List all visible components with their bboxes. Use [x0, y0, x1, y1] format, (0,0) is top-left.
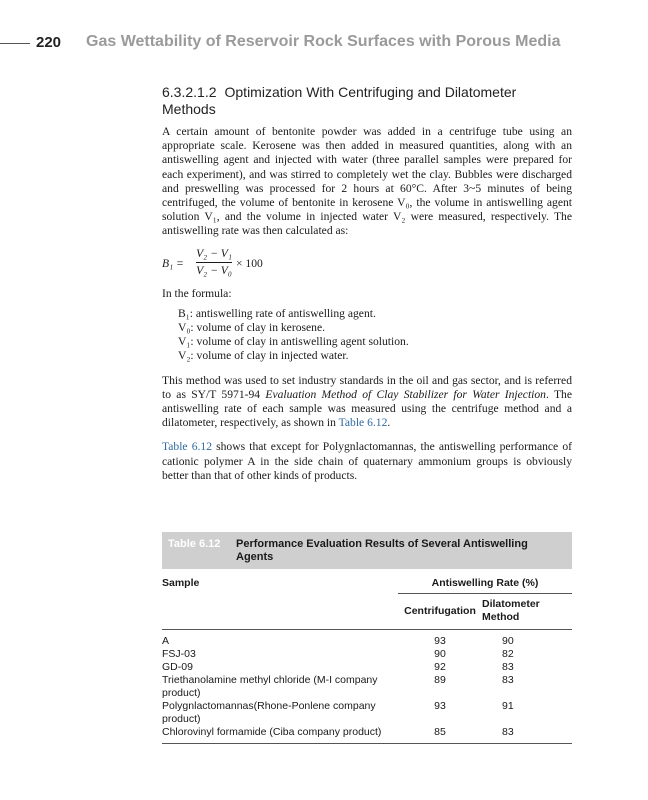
cell-centrifugation: 90	[434, 648, 446, 660]
definition-list	[178, 307, 572, 364]
table-bottom-rule	[162, 743, 572, 744]
table-row	[162, 700, 572, 726]
cell-sample: Triethanolamine methyl chloride (M-I company product)	[162, 674, 378, 699]
cell-sample: GD-09	[162, 661, 193, 673]
cell-dilatometer: 82	[502, 648, 514, 660]
cell-centrifugation: 89	[434, 674, 446, 686]
table-header-row	[162, 569, 572, 594]
section-number: 6.3.2.1.2	[162, 84, 217, 100]
formula-rhs: × 100	[236, 256, 263, 270]
table-reference-link[interactable]: Table 6.12	[338, 416, 388, 430]
page-number: 220	[36, 34, 62, 51]
cell-centrifugation: 93	[434, 635, 446, 647]
cell-dilatometer: 83	[502, 661, 514, 673]
table-6-12	[162, 532, 572, 744]
formula-numerator: V₂ − V₁	[196, 246, 232, 260]
paragraph-standard	[162, 374, 572, 431]
paragraph-method: A certain amount of bentonite powder was added in a centrifuge tube using an appropriate scale. Kerosene was then added in measured quantities, along with an antiswelling agent and injected with water (three parallel samples were prepared for each experiment), and was stirred to completely wet the clay. Bubbles were discharged and preswelling was processed for 2 hours at 60°C. After 3~5 minutes of being centrifuged, the volume of bentonite in kerosene V₀, the volume in antiswelling agent solution V₁, and the volume in injected water V₂ were measured, respectively. The antiswelling rate was then calculated as:	[162, 125, 572, 238]
cell-dilatometer: 90	[502, 635, 514, 647]
table-row	[162, 648, 572, 661]
definition-item: B₁: antiswelling rate of antiswelling agent.	[178, 306, 376, 320]
cell-centrifugation: 92	[434, 661, 446, 673]
formula-intro: In the formula:	[162, 286, 232, 300]
column-header-sample: Sample	[162, 577, 200, 590]
table-reference-link[interactable]: Table 6.12	[162, 440, 212, 454]
antiswelling-formula	[162, 247, 572, 281]
table-row	[162, 630, 572, 649]
paragraph-text: This method was used to set industry standards in the oil and gas sector, and is referred to as SY/T 5971-94	[162, 373, 572, 401]
paragraph-text: . The antiswelling rate of each sample was measured using the centrifuge method and a dilatometer, respectively, as shown in	[162, 387, 572, 430]
definition-item: V₁: volume of clay in antiswelling agent solution.	[178, 335, 409, 349]
header-rule	[0, 43, 30, 44]
cell-centrifugation: 93	[434, 700, 446, 712]
fraction-bar	[196, 262, 232, 263]
cell-dilatometer: 83	[502, 674, 514, 686]
table-caption	[162, 532, 572, 569]
table-row	[162, 661, 572, 674]
running-title: Gas Wettability of Reservoir Rock Surfaces with Porous Media	[86, 33, 561, 50]
column-header-dilatometer: Dilatometer Method	[482, 594, 572, 630]
section-title: Optimization With Centrifuging and Dilatometer Methods	[162, 84, 517, 117]
column-header-centrifugation: Centrifugation	[398, 594, 482, 630]
cell-sample: Polygnlactomannas(Rhone-Ponlene company product)	[162, 700, 376, 725]
formula-denominator: V₂ − V₀	[196, 263, 232, 277]
definition-item: V₂: volume of clay in injected water.	[178, 349, 349, 363]
cell-dilatometer: 91	[502, 700, 514, 712]
column-group-header: Antiswelling Rate (%)	[398, 569, 572, 594]
paragraph-results	[162, 440, 572, 483]
results-table	[162, 569, 572, 743]
standard-title: Evaluation Method of Clay Stabilizer for Water Injection	[265, 387, 546, 401]
formula-fraction	[196, 247, 232, 278]
table-row	[162, 674, 572, 700]
definition-item: V₀: volume of clay in kerosene.	[178, 321, 325, 335]
table-subheader-row	[162, 594, 572, 630]
paragraph-text: shows that except for Polygnlactomannas, the antiswelling performance of cationic polymer A in the side chain of quaternary ammonium groups is obviously better than that of other kinds of products.	[162, 440, 572, 482]
cell-sample: A	[162, 635, 170, 647]
section-heading	[162, 84, 572, 118]
table-row	[162, 726, 572, 743]
formula-lhs: B₁ =	[162, 256, 184, 270]
main-content	[162, 84, 572, 483]
column-header-empty	[162, 594, 398, 630]
cell-centrifugation: 85	[434, 726, 446, 738]
cell-sample: Chlorovinyl formamide (Ciba company product)	[162, 726, 382, 738]
cell-sample: FSJ-03	[162, 648, 196, 660]
paragraph-text: .	[387, 416, 391, 430]
table-title: Performance Evaluation Results of Several Antiswelling Agents	[236, 538, 528, 563]
cell-dilatometer: 83	[502, 726, 514, 738]
table-label: Table 6.12	[168, 538, 221, 550]
